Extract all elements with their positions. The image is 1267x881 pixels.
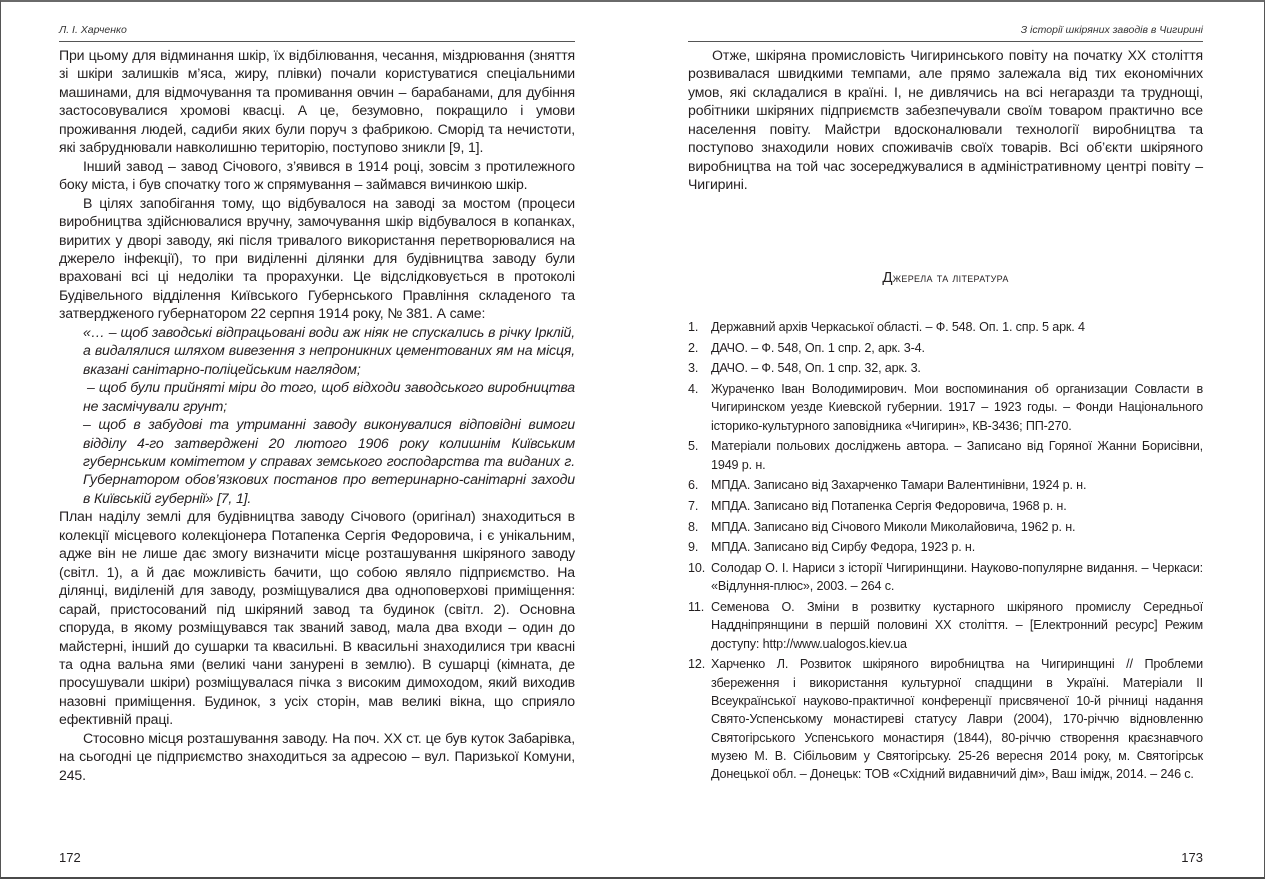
quote-line: – щоб були прийняті міри до того, щоб відходи заводського виробництва не засмічували грунт; [83,379,575,414]
reference-number: 4. [688,382,699,397]
paragraph: Отже, шкіряна промисловість Чигиринського повіту на початку XX століття розвивалася швидкими темпами, але прямо залежала від тих економічних умов, які складалися в країні. І, не дивлячись на всі негаразди та труднощі, робітники шкіряних підприємств забезпечували своїм товаром практично все населення повіту. Майстри вдосконалювали технології виробництва та поступово знаходили нових споживачів своїх товарів. Всі об’єкти шкіряного виробництва на той час зосереджувалися в адміністративному центрі повіту – Чигирині. [688,47,1203,193]
reference-number: 9. [688,540,699,555]
reference-text: МПДА. Записано від Потапенка Сергія Федоровича, 1968 р. н. [711,499,1067,514]
reference-item [688,559,1203,596]
quote-line: «… – щоб заводські відпрацьовані води аж ніяк не спускались в річку Ірклій, а видалялися шляхом вивезення з непроникних цементованих ям на місця, вказані санітарно-поліцейським наглядом; [83,323,575,377]
reference-text: Семенова О. Зміни в розвитку кустарного шкіряного промислу Середньої Наддніпрянщини в першій половині XX століття. – [Електронний ресурс] Режим доступу: http://www.ualogos.kiev.ua [711,600,1203,651]
reference-item [688,380,1203,435]
reference-item [688,359,1203,377]
reference-text: МПДА. Записано від Сирбу Федора, 1923 р. н. [711,540,976,555]
running-head-title: З історії шкіряних заводів в Чигирині [688,24,1203,42]
reference-item [688,538,1203,556]
section-title-sources [688,269,1203,286]
page-number: 172 [59,850,81,865]
references-list [688,318,1203,786]
reference-number: 1. [688,320,699,334]
section-title-initial: Д [882,269,893,286]
reference-item [688,655,1203,783]
reference-text: Солодар О. І. Нариси з історії Чигиринщини. Науково-популярне видання. – Черкаси: «Відлуння-плюс», 2003. – 264 с. [711,561,1203,594]
reference-number: 3. [688,361,699,376]
reference-item [688,339,1203,357]
reference-item [688,598,1203,653]
reference-number: 12. [688,657,706,672]
block-quote [59,323,575,508]
reference-item [688,518,1203,536]
right-page [688,2,1203,877]
reference-item [688,476,1203,494]
section-title-rest: жерела та література [892,270,1009,285]
left-page [59,2,575,877]
reference-text: Державний архів Черкаської області. – Ф. 548. Оп. 1. спр. 5 арк. 4 [711,320,1085,334]
reference-text: МПДА. Записано від Січового Миколи Миколайовича, 1962 р. н. [711,519,1076,534]
reference-text: Матеріали польових досліджень автора. – Записано від Горяної Жанни Борисівни, 1949 р. н. [711,439,1203,472]
reference-text: ДАЧО. – Ф. 548, Оп. 1 спр. 2, арк. 3-4. [711,340,925,355]
paragraph: Інший завод – завод Січового, з’явився в 1914 році, зовсім з протилежного боку міста, і був спочатку того ж спрямування – займався вичинкою шкір. [59,157,575,193]
paragraph: В цілях запобігання тому, що відбувалося на заводі за мостом (процеси виробництва здійснювалися вручну, замочування шкір відбувалося в копанках, виритих у дворі заводу, які після тривалого використання перетворювалися на джерело інфекції), то при виділенні ділянки для будівництва заводу були враховані всі ці недоліки та прорахунки. Це відслідковується в протоколі Будівельного відділення Київського Губернського Правління складеного та затвердженого губернатором 22 серпня 1914 року, № 381. А саме: [59,194,575,322]
running-head-author: Л. І. Харченко [59,24,575,42]
reference-number: 11. [688,600,705,615]
reference-number: 7. [688,499,699,514]
reference-number: 8. [688,519,699,534]
reference-number: 6. [688,478,699,493]
reference-text: МПДА. Записано від Захарченко Тамари Валентинівни, 1924 р. н. [711,478,1087,493]
reference-item [688,318,1203,336]
reference-text: ДАЧО. – Ф. 548, Оп. 1 спр. 32, арк. 3. [711,361,921,376]
reference-text: Харченко Л. Розвиток шкіряного виробництва на Чигиринщині // Проблеми збереження і використання культурної спадщини в Україні. Матеріали ІІ Всеукраїнської науково-практичної конференції присвяченої 10-й річниці надання Свято-Успенському монастиреві статусу Лаври (2004), 170-річчю відновленню Святогірського Успенського монастиря (1844), 80-річчю створення краєзнавчого музею М. В. Сібільовим у Святогірську. 25-26 вересня 2014 року, м. Святогірськ Донецької обл. – Донецьк: ТОВ «Східний видавничий дім», Ваш імідж, 2014. – 246 с. [711,657,1203,782]
quote-line: – щоб в забудові та утриманні заводу виконувалися відповідні вимоги відділу 4-го затверджені 20 лютого 1906 року колишнім Київським губернським комітетом у справах земського господарства та виданих г. Губернатором обов’язкових постанов про ветеринарно-санітарні заходи в Київській губернії» [7, 1]. [83,416,575,506]
reference-number: 10. [688,561,706,576]
reference-number: 2. [688,340,699,355]
reference-item [688,497,1203,515]
paragraph: При цьому для відминання шкір, їх відбілювання, чесання, міздрювання (зняття зі шкіри залишків м’яса, жиру, плівки) почали користуватися спеціальними машинами, для відмочування та промивання овчин – барабанами, для дубіння застосовувалися хромові квасці. А це, безумовно, покращило і умови проживання людей, садиби яких були поруч з фабрикою. Сморід та нечистоти, які забруднювали навколишню територію, поступово зникли [9, 1]. [59,47,575,156]
right-body-text [688,46,1203,194]
paragraph: Стосовно місця розташування заводу. На поч. XX ст. це був куток Забарівка, на сьогодні це підприємство знаходиться за адресою – вул. Паризької Комуни, 245. [59,729,575,783]
paragraph: План наділу землі для будівництва заводу Січового (оригінал) знаходиться в колекції місцевого колекціонера Потапенка Сергія Федоровича, і є унікальним, адже він не лише дає змогу визначити місце розташування шкіряного заводу (світл. 1), а й дає можливість бачити, що собою являло підприємство. На ділянці, виділеній для заводу, розміщувалися два одноповерхові приміщення: сарай, пристосований під шкіряний завод та будинок (світл. 2). Основна споруда, в якому розміщувався так званий завод, мала два входи – один до майстерні, інший до сушарки та квасильні. В квасильні знаходилися три квасні та одна вальна ями (великі чани занурені в землю). В сушарці (кімната, де просушували шкіри) розміщувалася пічка з високим димоходом, який виходив назовні приміщення. Будинок, з усіх сторін, мав великі вікна, що сприяло ефективній праці. [59,508,575,728]
reference-item [688,437,1203,474]
left-body-text [59,46,575,784]
reference-number: 5. [688,439,699,454]
reference-text: Жураченко Іван Володимирович. Мои воспоминания об организации Совласти в Чигиринском уезде Киевской губернии. 1917 – 1923 годы. – Фонди Національного історико-культурного заповідника «Чигирин», КВ-3436; ПП-270. [711,382,1203,433]
page-number: 173 [1181,850,1203,865]
